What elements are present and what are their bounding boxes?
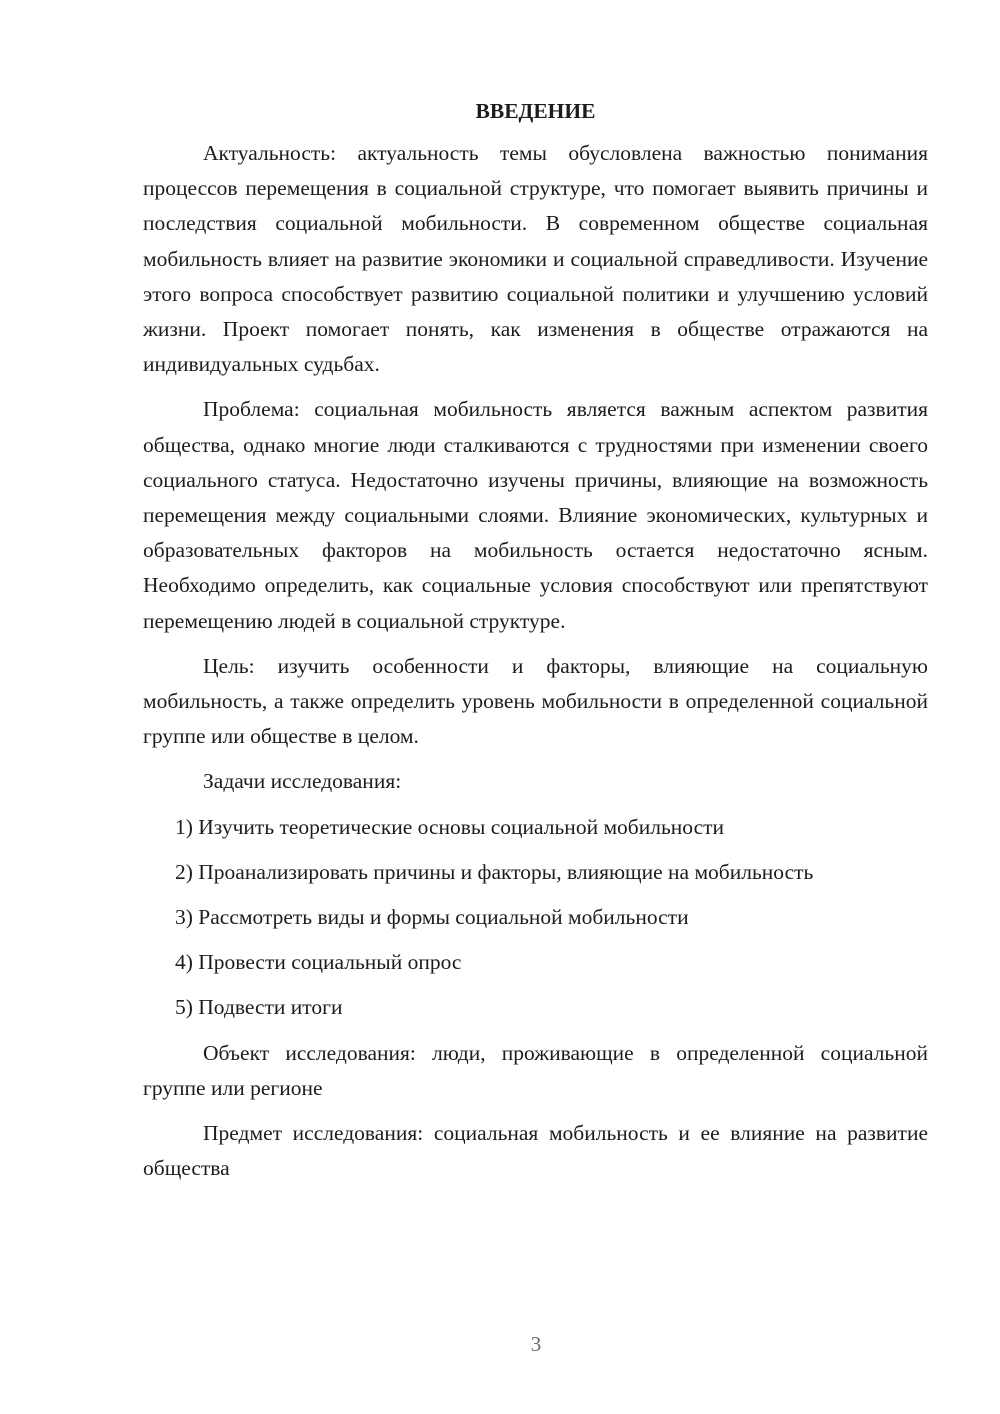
tasks-heading: Задачи исследования:	[203, 769, 402, 794]
task-item-4: 4) Провести социальный опрос	[175, 950, 462, 975]
page-number: 3	[530, 1332, 542, 1356]
research-object-paragraph: Объект исследования: люди, проживающие в определенной социальной группе или регионе	[143, 1040, 928, 1100]
task-list	[143, 810, 928, 1026]
research-subject-paragraph: Предмет исследования: социальная мобильность и ее влияние на развитие общества	[143, 1121, 928, 1181]
task-item-5: 5) Подвести итоги	[175, 995, 343, 1020]
goal-paragraph: Цель: изучить особенности и факторы, влияющие на социальную мобильность, а также определить уровень мобильности в определенной социальной группе или обществе в целом.	[143, 653, 928, 749]
problem-paragraph: Проблема: социальная мобильность является важным аспектом развития общества, однако многие люди сталкиваются с трудностями при изменении своего социального статуса. Недостаточно изучены причины, влияющие на возможность перемещения между социальными слоями. Влияние экономических, культурных и образовательных факторов на мобильность остается недостаточно ясным. Необходимо определить, как социальные условия способствуют или препятствуют перемещению людей в социальной структуре.	[143, 397, 928, 633]
section-title: ВВЕДЕНИЕ	[475, 99, 596, 123]
relevance-paragraph: Актуальность: актуальность темы обусловлена важностью понимания процессов перемещения в социальной структуре, что помогает выявить причины и последствия социальной мобильности. В современном обществе социальная мобильность влияет на развитие экономики и социальной справедливости. Изучение этого вопроса способствует развитию социальной политики и улучшению условий жизни. Проект помогает понять, как изменения в обществе отражаются на индивидуальных судьбах.	[143, 141, 928, 377]
task-item-2: 2) Проанализировать причины и факторы, влияющие на мобильность	[175, 859, 814, 884]
page-content	[143, 92, 928, 1196]
task-item-1: 1) Изучить теоретические основы социальной мобильности	[175, 814, 725, 839]
task-item-3: 3) Рассмотреть виды и формы социальной мобильности	[175, 905, 689, 930]
